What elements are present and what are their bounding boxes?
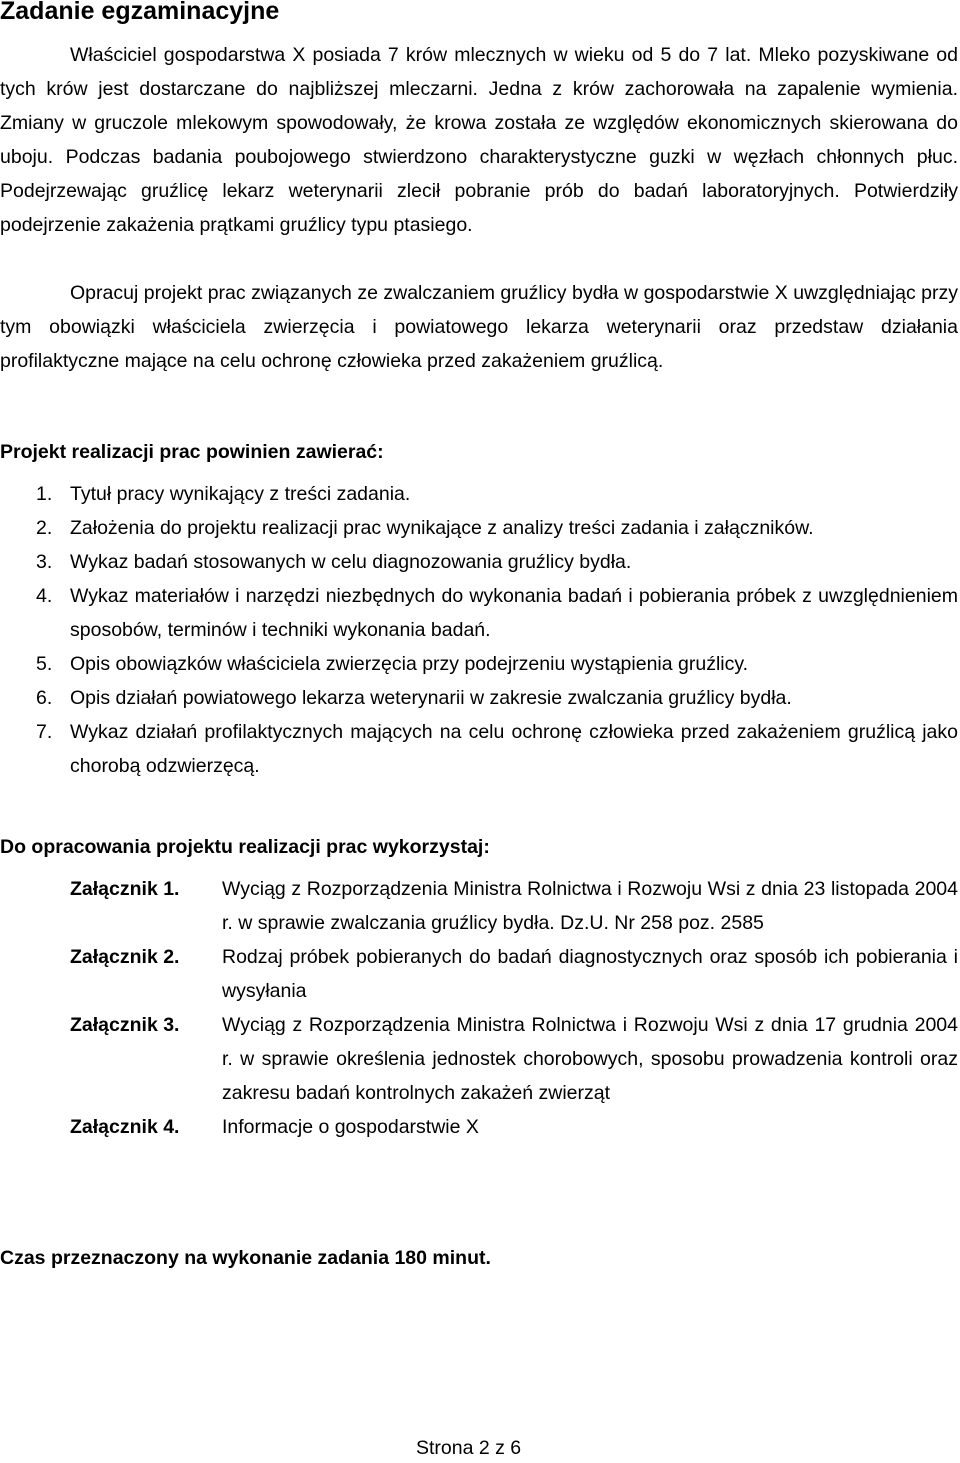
attachment-item <box>0 1110 958 1144</box>
list-item-number: 1. <box>36 483 53 505</box>
list-item-text: Wykaz badań stosowanych w celu diagnozowania gruźlicy bydła. <box>70 551 632 573</box>
attachment-item <box>0 1008 958 1110</box>
attachment-description: Wyciąg z Rozporządzenia Ministra Rolnictwa i Rozwoju Wsi z dnia 17 grudnia 2004 r. w sprawie określenia jednostek chorobowych, sposobu prowadzenia kontroli oraz zakresu badań kontrolnych zakażeń zwierząt <box>222 1014 958 1104</box>
attachment-label: Załącznik 1. <box>70 878 180 900</box>
document-title: Zadanie egzaminacyjne <box>0 0 280 25</box>
list-item-number: 2. <box>36 517 53 539</box>
time-limit-note: Czas przeznaczony na wykonanie zadania 180 minut. <box>0 1247 491 1269</box>
attachment-description: Wyciąg z Rozporządzenia Ministra Rolnictwa i Rozwoju Wsi z dnia 23 listopada 2004 r. w sprawie zwalczania gruźlicy bydła. Dz.U. Nr 258 poz. 2585 <box>222 878 958 934</box>
list-item-number: 5. <box>36 653 53 675</box>
list-item <box>0 579 958 647</box>
attachment-label: Załącznik 2. <box>70 946 180 968</box>
list-item <box>0 715 958 783</box>
list-item-text: Wykaz materiałów i narzędzi niezbędnych do wykonania badań i pobierania próbek z uwzględnieniem sposobów, terminów i techniki wykonania badań. <box>70 585 958 641</box>
list-item-number: 6. <box>36 687 53 709</box>
list-item-number: 7. <box>36 721 53 743</box>
project-heading: Projekt realizacji prac powinien zawierać: <box>0 441 384 463</box>
list-item-text: Tytuł pracy wynikający z treści zadania. <box>70 483 411 505</box>
list-item <box>0 545 958 579</box>
list-item-text: Założenia do projektu realizacji prac wynikające z analizy treści zadania i załączników. <box>70 517 814 539</box>
list-item-number: 3. <box>36 551 53 573</box>
attachment-label: Załącznik 3. <box>70 1014 180 1036</box>
list-item-text: Opis działań powiatowego lekarza weterynarii w zakresie zwalczania gruźlicy bydła. <box>70 687 792 709</box>
scenario-text: Właściciel gospodarstwa X posiada 7 krów mlecznych w wieku od 5 do 7 lat. Mleko pozyskiwane od tych krów jest dostarczane do najbliższej mleczarni. Jedna z krów zachorowała na zapalenie wymienia. Zmiany w gruczole mlekowym spowodowały, że krowa została ze względów ekonomicznych skierowana do uboju. Podczas badania poubojowego stwierdzono charakterystyczne guzki w węzłach chłonnych płuc. Podejrzewając gruźlicę lekarz weterynarii zlecił pobranie prób do badań laboratoryjnych. Potwierdziły podejrzenie zakażenia prątkami gruźlicy typu ptasiego. <box>0 44 958 236</box>
attachment-description: Rodzaj próbek pobieranych do badań diagnostycznych oraz sposób ich pobierania i wysyłania <box>222 946 958 1002</box>
list-item-number: 4. <box>36 585 53 607</box>
attachment-item <box>0 940 958 1008</box>
task-text: Opracuj projekt prac związanych ze zwalczaniem gruźlicy bydła w gospodarstwie X uwzględniając przy tym obowiązki właściciela zwierzęcia i powiatowego lekarza weterynarii oraz przedstaw działania profilaktyczne mające na celu ochronę człowieka przed zakażeniem gruźlicą. <box>0 282 958 372</box>
resources-heading: Do opracowania projektu realizacji prac wykorzystaj: <box>0 836 490 858</box>
attachment-label: Załącznik 4. <box>70 1116 180 1138</box>
attachments-list <box>0 872 958 1144</box>
page-number: Strona 2 z 6 <box>416 1437 522 1459</box>
list-item-text: Opis obowiązków właściciela zwierzęcia przy podejrzeniu wystąpienia gruźlicy. <box>70 653 749 675</box>
scenario-paragraph <box>0 38 958 242</box>
list-item <box>0 647 958 681</box>
list-item-text: Wykaz działań profilaktycznych mających na celu ochronę człowieka przed zakażeniem gruźlicą jako chorobą odzwierzęcą. <box>70 721 958 777</box>
project-requirements-list <box>0 477 958 783</box>
list-item <box>0 511 958 545</box>
attachment-item <box>0 872 958 940</box>
task-paragraph <box>0 276 958 378</box>
list-item <box>0 681 958 715</box>
attachment-description: Informacje o gospodarstwie X <box>222 1116 479 1138</box>
list-item <box>0 477 958 511</box>
